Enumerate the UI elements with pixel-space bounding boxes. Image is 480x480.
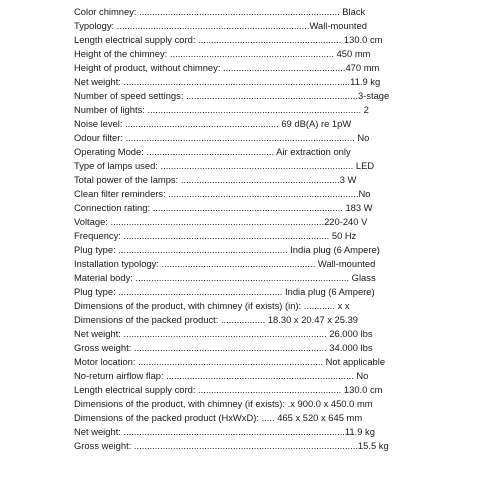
spec-connection-rating: Connection rating: ......................................................................... 183 W [74, 202, 373, 213]
spec-gross-weight-lbs: Gross weight: .......................................................................... 34.000 lbs [74, 342, 373, 353]
spec-motor-location: Motor location: ....................................................................... Not applicable [74, 356, 386, 367]
spec-gross-weight-kg: Gross weight: ......................................................................................15.5 kg [74, 440, 389, 451]
spec-installation-typology: Installation typology: ........................................................... Wall-mounted [74, 258, 376, 269]
spec-airflow-flap: No-return airflow flap: ........................................................................ No [74, 370, 369, 381]
spec-cord-length: Length electrical supply cord: ....................................................... 130.0 cm [74, 34, 383, 45]
spec-dimensions-in: Dimensions of the product, with chimney (if exists) (in): ............ x x [74, 300, 350, 311]
spec-net-weight-kg: Net weight: .....................................................................................11.9 kg [74, 426, 375, 437]
spec-filter-reminders: Clean filter reminders: .........................................................................No [74, 188, 371, 199]
spec-packed-dimensions-mm: Dimensions of the packed product (HxWxD): ..... 465 x 520 x 645 mm [74, 412, 363, 423]
spec-net-weight: Net weight: .......................................................................................11.9 kg [74, 76, 381, 87]
spec-plug-type-2: Plug type: ............................................................... India plug (6 Ampere) [74, 286, 375, 297]
spec-number-of-lights: Number of lights: .................................................................................. 2 [74, 104, 369, 115]
spec-odour-filter: Odour filter: ........................................................................................ No [74, 132, 370, 143]
spec-typology: Typology: ..........................................................................Wall-mounted [74, 20, 367, 31]
spec-product-height: Height of product, without chimney: ...............................................470 mm [74, 62, 380, 73]
spec-cord-length-2: Length electrical supply cord: ....................................................... 130.0 cm [74, 384, 383, 395]
spec-color-chimney: Color chimney: ............................................................................. Black [74, 6, 366, 17]
spec-list [74, 5, 406, 453]
spec-voltage: Voltage: ..................................................................................220-240 V [74, 216, 368, 227]
spec-lamp-power: Total power of the lamps: .............................................................3 W [74, 174, 357, 185]
spec-chimney-height: Height of the chimney: ............................................................... 450 mm [74, 48, 371, 59]
spec-noise-level: Noise level: ........................................................... 69 dB(A) re 1pW [74, 118, 352, 129]
spec-material-body: Material body: .................................................................................. Glass [74, 272, 376, 283]
spec-packed-dimensions-in: Dimensions of the packed product: ................. 18.30 x 20.47 x 25.39 [74, 314, 359, 325]
spec-frequency: Frequency: ............................................................................... 50 Hz [74, 230, 357, 241]
spec-lamp-type: Type of lamps used: .......................................................................... LED [74, 160, 375, 171]
spec-net-weight-lbs: Net weight: .............................................................................. 26.000 lbs [74, 328, 373, 339]
spec-plug-type: Plug type: ................................................................. India plug (6 Ampere) [74, 244, 380, 255]
spec-dimensions-mm: Dimensions of the product, with chimney (if exists): .x 900.0 x 450.0 mm [74, 398, 373, 409]
spec-operating-mode: Operating Mode: ................................................. Air extraction only [74, 146, 351, 157]
spec-speed-settings: Number of speed settings: ..................................................................3-stage [74, 90, 390, 101]
